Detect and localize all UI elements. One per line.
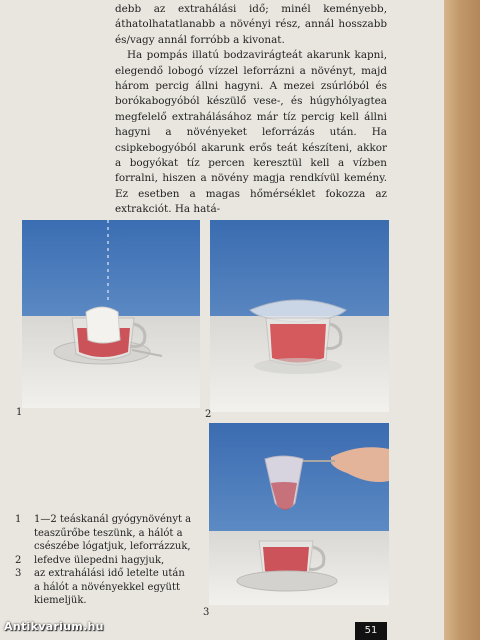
figure-caption xyxy=(34,513,200,608)
caption-step-number: 1 xyxy=(15,514,22,525)
caption-step-number: 2 xyxy=(15,554,22,566)
caption-line: 1—2 teáskanál gyógynövényt a xyxy=(34,514,192,525)
paragraph-1: debb az extrahálási idő; minél keményebb, áthatolhatatlanabb a növényi rész, annál hosszabb és/vagy annál forróbb a kivonat. xyxy=(115,3,387,46)
figure-number-3: 3 xyxy=(203,607,210,618)
caption-line: a hálót a növényekkel együtt xyxy=(34,581,180,593)
caption-line: az extrahálási idő letelte után xyxy=(34,568,185,579)
figure-number-2: 2 xyxy=(205,409,212,420)
caption-step-number: 3 xyxy=(15,568,22,579)
caption-line: lefedve ülepedni hagyjuk, xyxy=(34,554,165,566)
caption-step-numbers xyxy=(15,513,29,581)
paragraph-2: Ha pompás illatú bodzavirágteát akarunk kapni, elegendő lobogó vízzel leforrázni a növényt, majd három percig állni hagyni. A mezei zsúrlóból és borókabogyóból készülő vese-, és húgyhólyagtea megfelelő extrahálásához már tíz percig kell állni hagyni a növényeket leforrázás után. Ha csipkebogyóból akarunk erős teát készíteni, akkor a bogyókat tíz percen keresztül kell a vízben forralni, hiszen a növény magja rendkívül kemény. Ez esetben a magas hőmérséklet fokozza az extrakciót. Ha hatá- xyxy=(115,49,387,216)
caption-line: teaszűrőbe teszünk, a hálót a xyxy=(34,527,183,539)
book-spine xyxy=(444,0,480,640)
photo-covered-cup xyxy=(210,220,389,412)
photo-cup-with-tea-bag xyxy=(22,220,200,408)
caption-step-number xyxy=(15,527,29,541)
caption-line: kiemeljük. xyxy=(34,595,87,606)
watermark-logo: Antikvarium.hu xyxy=(4,620,104,633)
caption-line: csészébe lógatjuk, leforrázzuk, xyxy=(34,541,191,552)
body-text xyxy=(115,2,387,218)
photo-lifting-strainer xyxy=(209,423,389,605)
page-number: 51 xyxy=(355,622,387,640)
figure-number-1: 1 xyxy=(16,407,23,418)
caption-step-number xyxy=(15,540,29,554)
